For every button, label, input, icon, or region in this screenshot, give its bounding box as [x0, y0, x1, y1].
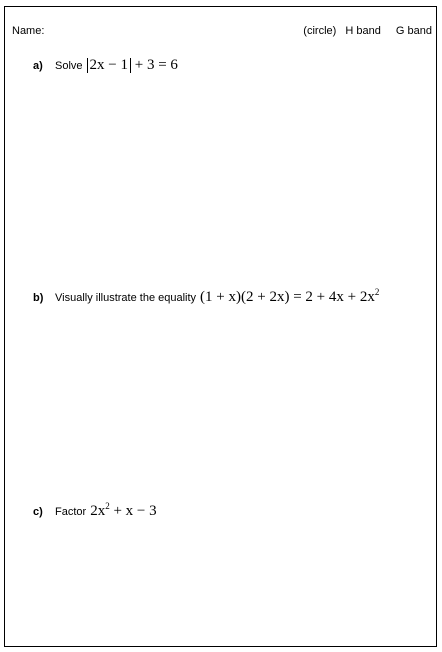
- worksheet-page: [4, 6, 437, 647]
- question-label: a): [33, 60, 43, 72]
- absolute-value: 2x − 1: [87, 58, 131, 73]
- question-prompt: Visually illustrate the equality: [55, 292, 197, 304]
- question-b: [33, 289, 379, 306]
- option-g-band[interactable]: G band: [395, 25, 432, 37]
- expression-rest: + x − 3: [109, 503, 157, 519]
- circle-instruction: (circle): [303, 25, 337, 37]
- question-prompt: Solve: [55, 60, 83, 72]
- expression-lead: 2x: [90, 503, 106, 519]
- question-label: c): [33, 506, 43, 518]
- option-h-band[interactable]: H band: [345, 25, 381, 37]
- exponent: 2: [374, 287, 380, 297]
- equation-rest: + 3 = 6: [134, 57, 178, 73]
- question-equation: [87, 57, 178, 74]
- question-expression: [90, 503, 156, 520]
- exponent: 2: [105, 501, 110, 511]
- question-c: [33, 503, 157, 520]
- question-label: b): [33, 292, 44, 304]
- question-equation: [200, 289, 379, 306]
- name-label: Name:: [12, 25, 45, 37]
- question-prompt: Factor: [55, 506, 87, 518]
- equation-body: (1 + x)(2 + 2x) = 2 + 4x + 2x: [200, 289, 375, 305]
- band-selection: [303, 25, 432, 37]
- question-a: [33, 57, 178, 74]
